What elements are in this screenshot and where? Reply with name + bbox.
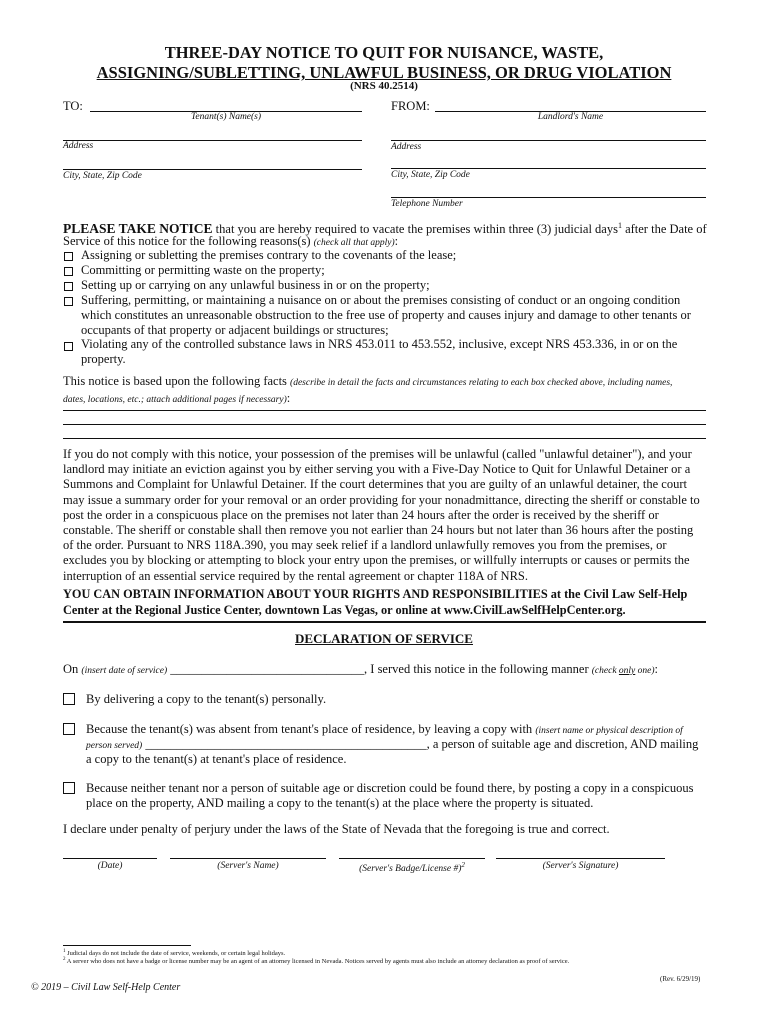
statute-reference: (NRS 40.2514) — [350, 80, 418, 92]
warning-line: interruption of an essential service required by the rental agreement or chapter 118A of NRS. — [63, 568, 529, 583]
facts-hint-2: dates, locations, etc.; attach additional pages if necessary) — [63, 395, 287, 405]
warning-line: If you do not comply with this notice, your possession of the premises will be unlawful (called "unlawful detainer"), and your — [63, 447, 692, 461]
check-hint-only: only — [618, 666, 636, 676]
landlord-city-caption: City, State, Zip Code — [391, 170, 470, 180]
reason-checkbox-assigning[interactable] — [64, 252, 73, 261]
reason-drug-cont: property. — [81, 352, 126, 366]
to-label: TO: — [63, 99, 83, 113]
option2-text-a: Because the tenant(s) was absent from tenant's place of residence, by leaving a copy with — [86, 722, 536, 736]
landlord-telephone-caption: Telephone Number — [391, 199, 463, 209]
reason-nuisance-cont2: occupants of that property or adjacent buildings or structures; — [81, 323, 389, 337]
reason-assigning: Assigning or subletting the premises contrary to the covenants of the lease; — [81, 248, 457, 262]
option2-text-b: , a person of suitable age and discretion, AND mailing — [426, 737, 699, 751]
service-checkbox-substitute[interactable] — [63, 723, 75, 735]
warning-line: Summons and Complaint for Unlawful Detainer. If the court determines that you are guilty of an unlawful detainer, the court — [63, 477, 687, 492]
tenant-city-field[interactable] — [63, 169, 362, 170]
tenant-address-caption: Address — [63, 141, 94, 151]
perjury-statement: I declare under penalty of perjury under the laws of the State of Nevada that the foregoing is true and correct. — [63, 822, 610, 836]
warning-line: of the order. Pursuant to NRS 118A.390, you may seek relief if a landlord unlawfully removes you from the premises, or — [63, 538, 667, 553]
footnote-2 — [63, 956, 569, 966]
warning-line: excludes you by blocking or attempting to block your entry upon the premises, or willfully interrupts or causes or permits the — [63, 553, 690, 568]
warning-line: post the order in a conspicuous place on the premises not later than 24 hours after the order is received by the sheriff or — [63, 507, 659, 522]
footnote-1-text: Judicial days do not include the date of service, weekends, or certain legal holidays. — [65, 950, 286, 958]
notice-line2-end: : — [394, 234, 399, 248]
landlord-name-caption: Landlord's Name — [537, 112, 604, 122]
tenant-address-field[interactable] — [63, 140, 362, 141]
warning-line: constable. The sheriff or constable shall then remove you not earlier than 24 hours but not later than 36 hours after the posting — [63, 523, 694, 538]
from-label: FROM: — [391, 99, 430, 113]
service-option-posting-line1: Because neither tenant nor a person of suitable age or discretion could be found there, by posting a copy in a conspicuous — [86, 781, 694, 795]
tenant-name-caption: Tenant(s) Name(s) — [190, 112, 262, 122]
service-option-personal: By delivering a copy to the tenant(s) personally. — [86, 692, 327, 706]
notice-line2-text: Service of this notice for the following reasons(s) — [63, 234, 314, 248]
footnote-ref-1: 1 — [617, 221, 622, 230]
reason-waste: Committing or permitting waste on the property; — [81, 263, 325, 277]
warning-line: landlord may initiate an eviction against you by either serving you with a Five-Day Notice to Quit for Unlawful Detainer or a — [63, 462, 691, 477]
facts-line-2[interactable] — [63, 424, 706, 425]
info-line-2: Center at the Regional Justice Center, downtown Las Vegas, or online at www.CivilLawSelfHelpCenter.org. — [63, 603, 626, 617]
facts-hint-1: (describe in detail the facts and circumstances relating to each box checked above, including names, — [290, 378, 673, 388]
service-option-substitute-line3: a copy to the tenant(s) at tenant's place of residence. — [86, 752, 347, 766]
notice-lead-text-2: after the Date of — [621, 222, 707, 237]
service-date-field[interactable]: _______________________________ — [167, 662, 365, 676]
service-date-hint: (insert date of service) — [81, 666, 168, 676]
server-name-caption: (Server's Name) — [217, 861, 279, 871]
declaration-heading: DECLARATION OF SERVICE — [295, 631, 473, 646]
form-title-line1: THREE-DAY NOTICE TO QUIT FOR NUISANCE, WASTE, — [164, 43, 604, 62]
form-title-line2: ASSIGNING/SUBLETTING, UNLAWFUL BUSINESS, OR DRUG VIOLATION — [96, 63, 672, 82]
on-end: : — [654, 662, 659, 676]
check-hint-close: one) — [635, 666, 655, 676]
reason-checkbox-waste[interactable] — [64, 267, 73, 276]
server-badge-field[interactable] — [339, 858, 485, 859]
server-badge-caption-text: (Server's Badge/License #) — [359, 864, 462, 875]
section-divider — [63, 621, 706, 623]
reason-checkbox-nuisance[interactable] — [64, 297, 73, 306]
server-name-field[interactable] — [170, 858, 326, 859]
server-signature-caption: (Server's Signature) — [542, 861, 619, 871]
facts-text: This notice is based upon the following facts — [63, 374, 291, 388]
service-date-line — [63, 662, 658, 679]
info-line-1: YOU CAN OBTAIN INFORMATION ABOUT YOUR RIGHTS AND RESPONSIBILITIES at the Civil Law Self-Help — [63, 587, 688, 601]
facts-end: : — [286, 391, 291, 405]
revision-date: (Rev. 6/29/19) — [660, 975, 701, 983]
footnote-2-ref: 2 — [63, 957, 66, 962]
tenant-city-caption: City, State, Zip Code — [63, 171, 142, 181]
landlord-telephone-field[interactable] — [391, 197, 706, 198]
service-checkbox-personal[interactable] — [63, 693, 75, 705]
landlord-address-field[interactable] — [391, 140, 706, 141]
on-rest: , I served this notice in the following manner — [364, 662, 592, 676]
reason-drug: Violating any of the controlled substance laws in NRS 453.011 to 453.552, inclusive, except NRS 453.336, in or on the — [81, 337, 678, 351]
reason-nuisance: Suffering, permitting, or maintaining a nuisance on or about the premises consisting of conduct or an ongoing condition — [81, 293, 681, 307]
notice-check-hint: (check all that apply) — [313, 238, 395, 248]
service-option-posting-line2: place on the property, AND mailing a copy to the tenant(s) at the place where the property is situated. — [86, 796, 594, 810]
person-served-hint-b: person served) — [86, 741, 143, 751]
notice-lead-bold: PLEASE TAKE NOTICE — [63, 221, 213, 237]
reason-unlawful-business: Setting up or carrying on any unlawful business in or on the property; — [81, 278, 430, 292]
warning-paragraph — [63, 447, 700, 584]
notice-lead-text: that you are hereby required to vacate the premises within three (3) judicial days — [212, 222, 618, 237]
landlord-city-field[interactable] — [391, 168, 706, 169]
person-served-field[interactable]: _____________________________________________ — [142, 737, 427, 751]
footnote-2-text: A server who does not have a badge or license number may be an agent of an attorney licensed in Nevada. Notices served by agents must also include an attorney declaration as proof of service. — [65, 958, 570, 966]
date-caption: (Date) — [97, 861, 123, 871]
server-badge-caption — [339, 861, 485, 874]
copyright-notice: © 2019 – Civil Law Self-Help Center — [31, 982, 181, 993]
facts-line2 — [63, 389, 290, 407]
facts-line-3[interactable] — [63, 438, 706, 439]
reason-nuisance-cont1: which constitutes an unreasonable obstruction to the free use of property and causes injury and damage to other tenants or — [81, 308, 691, 322]
footnote-ref-2: 2 — [461, 861, 465, 869]
facts-line-1[interactable] — [63, 410, 706, 411]
check-hint-open: (check — [591, 666, 619, 676]
date-signature-field[interactable] — [63, 858, 157, 859]
service-checkbox-posting[interactable] — [63, 782, 75, 794]
on-text: On — [63, 662, 82, 676]
footnote-divider — [63, 945, 191, 946]
server-signature-field[interactable] — [496, 858, 665, 859]
footnote-1-ref: 1 — [63, 949, 66, 954]
person-served-hint-a: (insert name or physical description of — [535, 726, 683, 736]
landlord-address-caption: Address — [391, 142, 422, 152]
reason-checkbox-drug[interactable] — [64, 342, 73, 351]
warning-line: may issue a summary order for your removal or an order providing for your nonadmittance, directing the sheriff or constable to — [63, 492, 700, 507]
reason-checkbox-unlawful-business[interactable] — [64, 282, 73, 291]
